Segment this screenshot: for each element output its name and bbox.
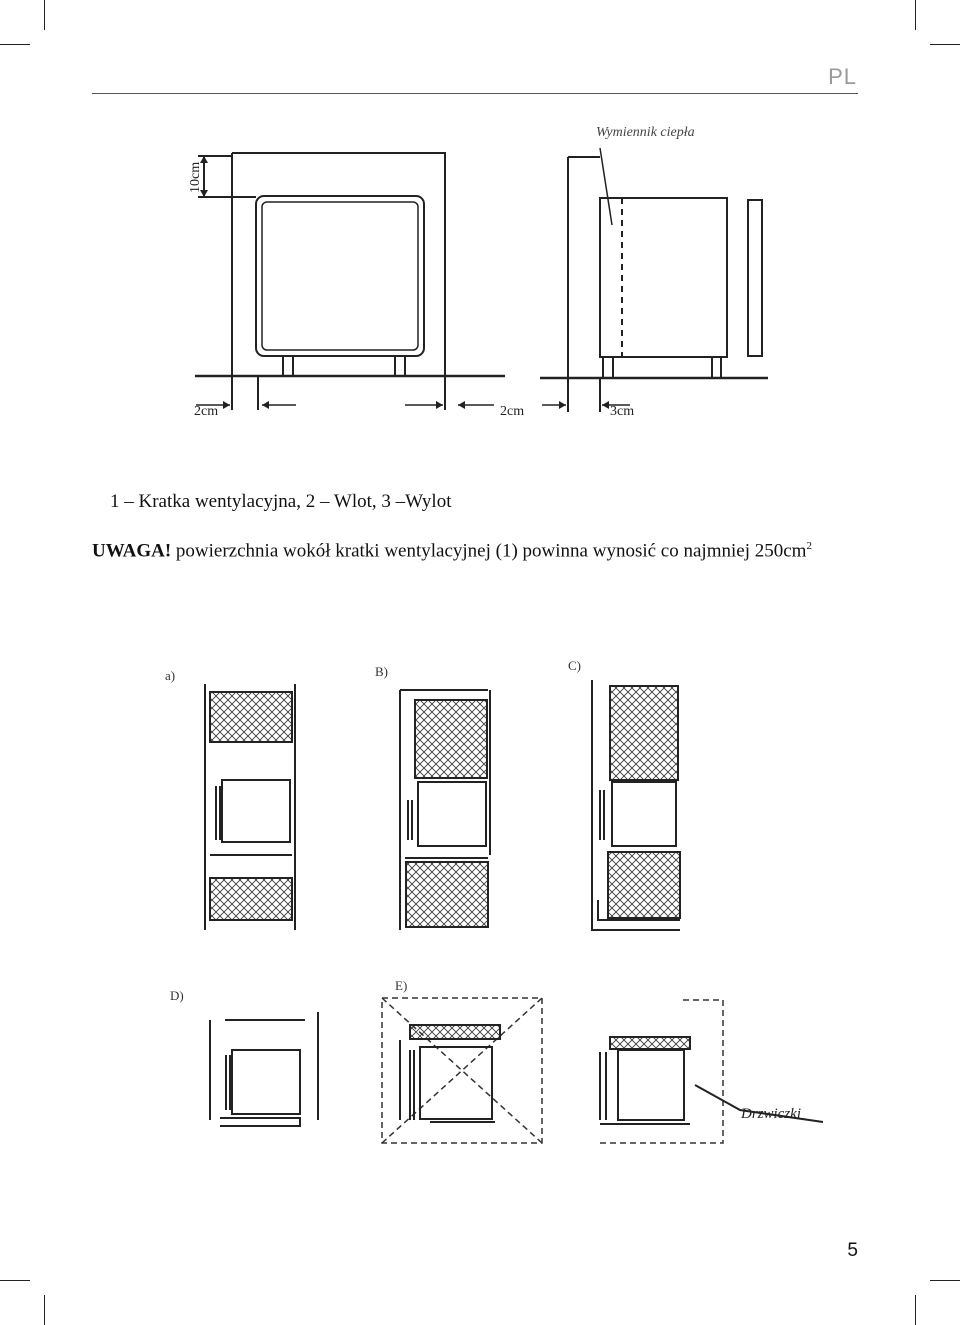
dim-top-label: 10cm bbox=[188, 161, 203, 193]
warning-prefix: UWAGA! bbox=[92, 540, 172, 562]
dim-left-label: 2cm bbox=[194, 404, 219, 419]
legend-caption: 1 – Kratka wentylacyjna, 2 – Wlot, 3 –Wylot bbox=[110, 491, 452, 512]
panel-label-c: C) bbox=[568, 658, 581, 673]
panel-label-d: D) bbox=[170, 988, 184, 1003]
heat-exchanger-label: Wymiennik ciepła bbox=[596, 125, 695, 140]
panel-label-a: a) bbox=[165, 668, 176, 683]
panel-label-e: E) bbox=[395, 978, 408, 993]
warning-text: powierzchnia wokół kratki wentylacyjnej (1) powinna wynosić co najmniej 250cm bbox=[171, 540, 807, 562]
dim-back-label: 3cm bbox=[610, 404, 635, 419]
panel-label-b: B) bbox=[375, 664, 388, 679]
door-label: Drzwiczki bbox=[741, 1106, 801, 1122]
page-number: 5 bbox=[847, 1240, 858, 1261]
dim-right-label: 2cm bbox=[500, 404, 525, 419]
language-label: PL bbox=[828, 64, 857, 89]
warning-sup: 2 bbox=[806, 540, 812, 552]
